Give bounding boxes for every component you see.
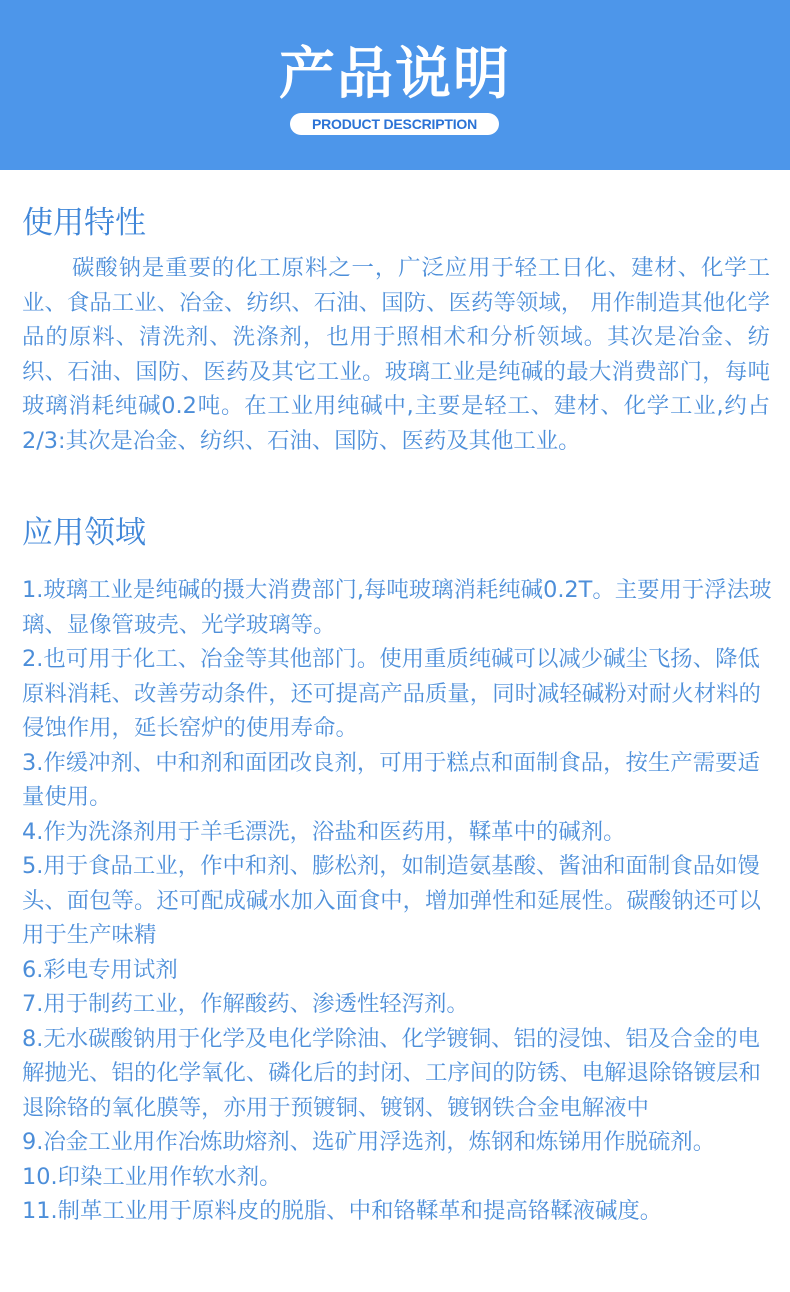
page-title: 产品说明 — [279, 42, 511, 107]
list-item: 10.印染工业用作软水剂。 — [22, 1163, 282, 1190]
header-banner — [0, 0, 790, 170]
list-item: 8.无水碳酸钠用于化学及电化学除油、化学镀铜、铝的浸蚀、铝及合金的电解抛光、铝的化学氧化、磷化后的封闭、工序间的防锈、电解退除铬镀层和退除铬的氧化膜等，亦用于预镀铜、镀钢、镀钢铁合金电解液中 — [22, 1025, 761, 1121]
page-subtitle-badge: PRODUCT DESCRIPTION — [290, 113, 499, 135]
list-item: 6.彩电专用试剂 — [22, 956, 178, 983]
section-title-applications: 应用领域 — [22, 515, 146, 551]
section-title-features: 使用特性 — [22, 205, 146, 241]
list-item: 1.玻璃工业是纯碱的摄大消费部门,每吨玻璃消耗纯碱0.2T。主要用于浮法玻璃、显像管玻壳、光学玻璃等。 — [22, 577, 772, 638]
list-item: 4.作为洗涤剂用于羊毛漂洗，浴盐和医药用，鞣革中的碱剂。 — [22, 818, 626, 845]
list-item: 9.冶金工业用作冶炼助熔剂、选矿用浮选剂，炼钢和炼锑用作脱硫剂。 — [22, 1129, 716, 1155]
list-item: 3.作缓冲剂、中和剂和面团改良剂，可用于糕点和面制食品，按生产需要适量使用。 — [22, 749, 760, 810]
list-item: 2.也可用于化工、冶金等其他部门。使用重质纯碱可以减少碱尘飞扬、降低原料消耗、改善劳动条件，还可提高产品质量，同时减轻碱粉对耐火材料的侵蚀作用，延长窑炉的使用寿命。 — [22, 646, 761, 741]
list-item: 11.制革工业用于原料皮的脱脂、中和铬鞣革和提高铬鞣液碱度。 — [22, 1198, 663, 1224]
applications-list — [22, 573, 774, 1229]
list-item: 7.用于制药工业，作解酸药、渗透性轻泻剂。 — [22, 991, 469, 1017]
features-paragraph: 碳酸钠是重要的化工原料之一，广泛应用于轻工日化、建材、化学工业、食品工业、冶金、纺织、石油、国防、医药等领域， 用作制造其他化学品的原料、清洗剂、洗涤剂，也用于照相术和分析领域。其次是冶金、纺织、石油、国防、医药及其它工业。玻璃工业是纯碱的最大消费部门，每吨玻璃消耗纯碱0.2吨。在工业用纯碱中,主要是轻工、建材、化学工业,约占2/3:其次是冶金、纺织、石油、国防、医药及其他工业。 — [22, 255, 770, 454]
list-item: 5.用于食品工业，作中和剂、膨松剂，如制造氨基酸、酱油和面制食品如馒头、面包等。还可配成碱水加入面食中，增加弹性和延展性。碳酸钠还可以用于生产味精 — [22, 853, 761, 948]
